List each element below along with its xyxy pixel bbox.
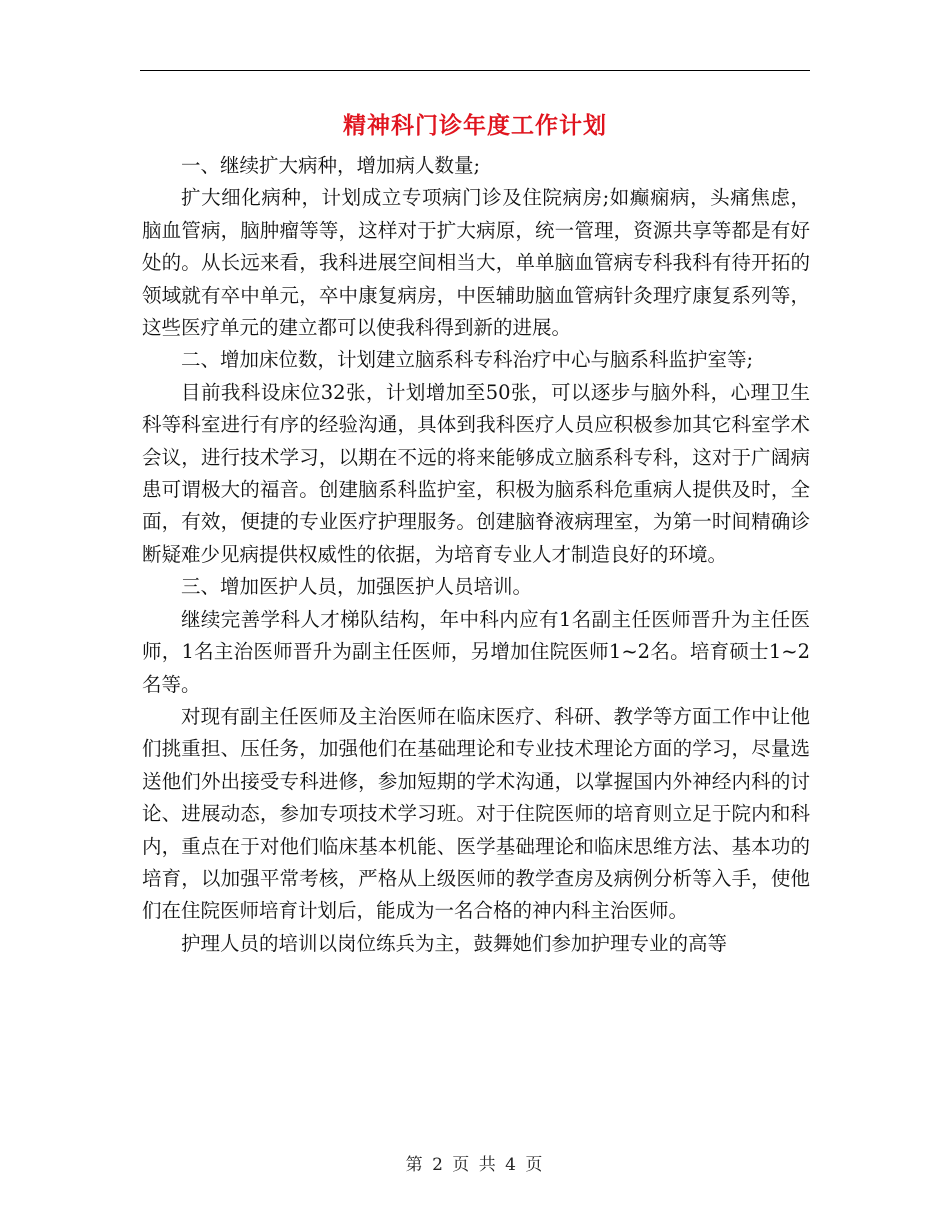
paragraph-section-3-body-1: 继续完善学科人才梯队结构，年中科内应有1名副主任医师晋升为主任医师，1名主治医师晋升为副主任医师，另增加住院医师1~2名。培育硕士1~2名等。	[142, 607, 810, 696]
page-number-footer: 第 2 页 共 4 页	[405, 1155, 545, 1175]
paragraph-section-2-body: 目前我科设床位32张，计划增加至50张，可以逐步与脑外科，心理卫生科等科室进行有序的经验沟通，具体到我科医疗人员应积极参加其它科室学术会议，进行技术学习，以期在不远的将来能够成立脑系科专科，这对于广阔病患可谓极大的福音。创建脑系科监护室，积极为脑系科危重病人提供及时，全面，有效，便捷的专业医疗护理服务。创建脑脊液病理室，为第一时间精确诊断疑难少见病提供权威性的依据，为培育专业人才制造良好的环境。	[142, 380, 810, 566]
paragraph-section-3-heading: 三、增加医护人员，加强医护人员培训。	[181, 575, 533, 599]
paragraph-section-3-body-2: 对现有副主任医师及主治医师在临床医疗、科研、教学等方面工作中让他们挑重担、压任务，加强他们在基础理论和专业技术理论方面的学习，尽量选送他们外出接受专科进修，参加短期的学术沟通，以掌握国内外神经内科的讨论、进展动态，参加专项技术学习班。对于住院医师的培育则立足于院内和科内，重点在于对他们临床基本机能、医学基础理论和临床思维方法、基本功的培育，以加强平常考核，严格从上级医师的教学查房及病例分析等入手，使他们在住院医师培育计划后，能成为一名合格的神内科主治医师。	[142, 704, 810, 923]
paragraph-section-1-body: 扩大细化病种，计划成立专项病门诊及住院病房;如癫痫病，头痛焦虑，脑血管病，脑肿瘤等等，这样对于扩大病原，统一管理，资源共享等都是有好处的。从长远来看，我科进展空间相当大，单单脑血管病专科我科有待开拓的领域就有卒中单元，卒中康复病房，中医辅助脑血管病针灸理疗康复系列等，这些医疗单元的建立都可以使我科得到新的进展。	[142, 186, 810, 340]
document-title: 精神科门诊年度工作计划	[343, 112, 607, 139]
paragraph-section-3-body-3: 护理人员的培训以岗位练兵为主，鼓舞她们参加护理专业的高等	[181, 931, 728, 955]
paragraph-section-2-heading: 二、增加床位数，计划建立脑系科专科治疗中心与脑系科监护室等;	[181, 348, 754, 372]
paragraph-section-1-heading: 一、继续扩大病种，增加病人数量;	[181, 154, 481, 177]
document-body	[142, 150, 810, 960]
header-rule	[140, 70, 810, 71]
